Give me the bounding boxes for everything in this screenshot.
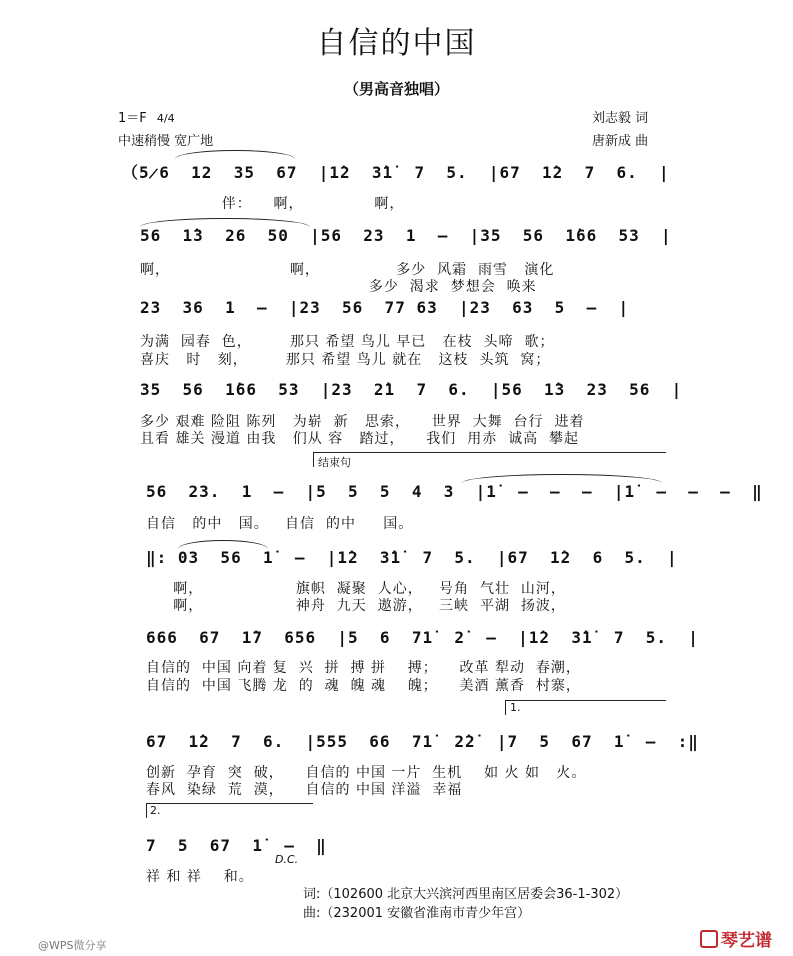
key-text: 1＝F [118, 111, 147, 126]
notation-row-6: ‖: 03 56 1̇ – |1̇2 3̇1̇ 7 5. |67 1̇2 6 5. | [146, 548, 678, 567]
lyric-row-3-verse-1: 为满 园春 色， 那只 希望 鸟儿 早已 在枝 头啼 歌； [140, 334, 555, 350]
time-signature: 4/4 [156, 112, 175, 125]
lyric-row-3-verse-2: 喜庆 时 刻， 那只 希望 鸟儿 就在 这枝 头筑 窝； [140, 352, 551, 368]
lyric-row-2-verse-1: 啊， 啊， 多少 风霜 雨雪 演化 [140, 262, 555, 278]
lyricist-credit: 刘志毅 词 [592, 111, 649, 126]
notation-row-5: 56 23. 1 – |5 5 5 4 3 |1̇ – – – |1̇ – – – ‖ [146, 482, 763, 501]
notation-row-1: （5̷6 12 35 67 |1̇2 3̇1̇ 7 5. |67 1̇2 7 6. | [122, 163, 670, 182]
volta-1-bracket [505, 700, 666, 715]
tempo-marking: 中速稍慢 宽广地 [118, 134, 214, 149]
lyric-row-7-verse-1: 自信的 中国 向着 复 兴 拼 搏 拼 搏； 改革 犁动 春潮， [146, 660, 581, 676]
watermark: @WPS微分享 [38, 939, 107, 952]
notation-row-8: 67 1̇2 7 6. |555 66 71̇ 2̇2̇ |7 5 67 1̇ – :‖ [146, 732, 699, 751]
lyric-row-5-verse-1: 自信 的中 国。 自信 的中 国。 [146, 516, 414, 532]
lyric-row-4-verse-2: 且看 雄关 漫道 由我 们从 容 踏过， 我们 用赤 诚高 攀起 [140, 431, 580, 447]
lyric-row-1-verse-1: 伴： 啊， 啊， [140, 196, 405, 212]
notation-row-3: 23 36 1 – |23 56 77 63 |23 63 5 – | [140, 298, 630, 317]
lyric-row-4-verse-1: 多少 艰难 险阻 陈列 为崭 新 思索， 世界 大舞 台行 进着 [140, 414, 585, 430]
logo-mark-icon [700, 930, 718, 948]
lyric-row-6-verse-1: 啊， 旗帜 凝聚 人心， 号角 气壮 山河， [146, 581, 566, 597]
page-subtitle: （男高音独唱） [343, 80, 449, 98]
ending-bracket [313, 452, 666, 467]
da-capo-mark: D.C. [275, 853, 299, 866]
lyric-row-2-verse-2: 多少 渴求 梦想会 唤来 [140, 279, 537, 295]
lyric-row-8-verse-2: 春风 染绿 荒 漠， 自信的 中国 洋溢 幸福 [146, 782, 463, 798]
lyric-row-6-verse-2: 啊， 神舟 九天 遨游， 三峡 平湖 扬波， [146, 598, 566, 614]
tie [462, 474, 662, 483]
ending-label: 结束句 [318, 456, 351, 469]
notation-row-7: 666 67 1̇7 656 |5 6 71̇ 2̇ – |1̇2 3̇1̇ 7 5. | [146, 628, 699, 647]
volta-2-label: 2. [150, 804, 161, 817]
lyric-row-8-verse-1: 创新 孕育 突 破， 自信的 中国 一片 生机 如 火 如 火。 [146, 765, 587, 781]
logo-text: 琴艺谱 [721, 931, 772, 951]
slur [178, 540, 268, 549]
key-signature [118, 107, 175, 126]
composer-credit: 唐新成 曲 [592, 134, 649, 149]
brand-logo [700, 926, 772, 951]
lyric-row-7-verse-2: 自信的 中国 飞腾 龙 的 魂 魄 魂 魄； 美酒 薰香 村寨， [146, 678, 581, 694]
slur [140, 218, 310, 227]
notation-row-2: 56 1̇3 26 50 |56 23 1 – |35 56 1̇66 53 | [140, 226, 672, 245]
composer-address: 曲:（232001 安徽省淮南市青少年宫） [303, 906, 531, 921]
lyric-row-9-verse-1: 祥 和 祥 和。 [146, 869, 254, 885]
volta-1-label: 1. [510, 701, 521, 714]
lyricist-address: 词:（102600 北京大兴滨河西里南区居委会36-1-302） [303, 887, 629, 902]
glissando-mark [175, 150, 295, 159]
page-title: 自信的中国 [316, 26, 477, 61]
volta-2-bracket [146, 803, 313, 818]
notation-row-4: 35 56 1̇66 53 |23 2̇1 7 6. |56 1̇3 23 56 | [140, 380, 683, 399]
notation-row-9: 7 5 67 1̇ – ‖ [146, 836, 327, 855]
